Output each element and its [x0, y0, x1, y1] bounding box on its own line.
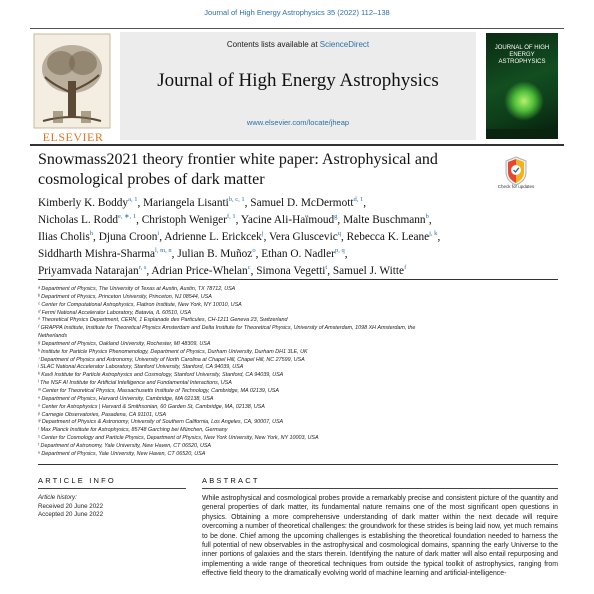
crossmark-label: Check for updates	[497, 184, 535, 189]
author-affiliation-marker[interactable]: o	[252, 247, 256, 255]
affiliation-item: ᶜ Center for Computational Astrophysics, Flatiron Institute, New York, NY 10010, USA	[38, 301, 242, 308]
article-info-rule	[38, 488, 186, 489]
journal-homepage-line	[120, 118, 476, 127]
author-affiliation-marker[interactable]: f, 1	[226, 213, 236, 221]
affiliation-item: ʲ SLAC National Accelerator Laboratory, Stanford University, Stanford, CA 94039, USA	[38, 364, 244, 371]
author-line: Ilias Cholis$^h$, Djuna Croon$^i$, Adrienne L. Erickcek$^j$, Vera Gluscevic$^q$, Rebecca K. Leane$^{j, k}$,	[38, 230, 441, 243]
author-name[interactable]: Rebecca K. Leane	[346, 230, 430, 243]
author-name[interactable]: Siddharth Mishra-Sharma	[38, 247, 156, 260]
author-affiliation-marker[interactable]: b	[425, 213, 429, 221]
author-name[interactable]: Simona Vegetti	[256, 265, 326, 278]
author-affiliation-marker[interactable]: i	[157, 230, 160, 238]
author-name[interactable]: Adrienne L. Erickcek	[164, 230, 262, 243]
affiliation-list	[38, 286, 560, 459]
affiliation-item: ᵠ Department of Physics & Astronomy, University of Southern California, Los Angeles, CA, 90007, USA	[38, 419, 284, 426]
cover-galaxy-image	[504, 81, 544, 121]
affiliation-item: ⁱ Department of Physics and Astronomy, University of North Carolina at Chapel Hill, Chapel Hill, NC 27599, USA	[38, 356, 305, 363]
author-name[interactable]: Christoph Weniger	[141, 213, 227, 226]
author-affiliation-marker[interactable]: p, q	[334, 247, 345, 255]
author-affiliation-marker[interactable]: f	[404, 264, 407, 272]
author-affiliation-marker[interactable]: e, ∗, 1	[118, 213, 137, 221]
paper-title	[38, 150, 478, 190]
journal-masthead	[120, 32, 476, 140]
abstract-rule	[202, 488, 558, 489]
header-top-rule	[30, 28, 564, 29]
affiliation-item: ᵉ Theoretical Physics Department, CERN, 1 Esplanade des Particules, CH-1211 Geneva 23, Switzerland	[38, 317, 288, 324]
affiliation-item: ʳ Max Planck Institute for Astrophysics, 85748 Garching bei München, Germany	[38, 427, 228, 434]
affiliation-item: ᵇ Department of Physics, Princeton University, Princeton, NJ 08544, USA	[38, 293, 212, 300]
affiliation-item: ˡ The NSF AI Institute for Artificial Intelligence and Fundamental Interactions, USA	[38, 380, 232, 387]
author-affiliation-marker[interactable]: l, m, n	[155, 247, 172, 255]
contents-line	[120, 40, 476, 49]
abstract-heading: ABSTRACT	[202, 476, 260, 485]
paper-title-line: Snowmass2021 theory frontier white paper: Astrophysical and	[38, 151, 438, 168]
journal-homepage-link[interactable]: www.elsevier.com/locate/jheap	[246, 118, 350, 127]
affiliations-bottom-rule	[38, 464, 558, 465]
author-name[interactable]: Julian B. Muñoz	[177, 247, 253, 260]
received-date: Received 20 June 2022	[38, 502, 104, 510]
journal-cover-thumbnail[interactable]	[486, 33, 558, 139]
author-name[interactable]: Samuel J. Witte	[332, 265, 405, 278]
author-name[interactable]: Adrian Price-Whelan	[151, 265, 248, 278]
abstract-text: While astrophysical and cosmological probes provide a remarkably precise and consistent picture of the quantity and general properties of dark matter, its fundamental nature remains one of the most significant open questions in physics. Obtaining a more comprehensive understanding of dark matter within the next decade will require overcoming a number of theoretical challenges: the groundwork for these strides is being laid now, yet much remains to be done. Chief among the upcoming challenges is establishing the theoretical foundation needed to harness the full potential of new observables in the astrophysical and cosmological domains, spanning the early Universe to the inner portions of galaxies and the stars therein. Identifying the nature of dark matter will also entail repurposing and implementing a wide range of theoretical techniques from outside the typical toolkit of astrophysics, ranging from effective field theory to the dramatically evolving world of machine learning and artificial-intelligence-	[202, 495, 558, 578]
contents-prefix: Contents lists available at	[226, 40, 320, 49]
affiliation-item: ʰ Institute for Particle Physics Phenomenology, Department of Physics, Durham University, Durham DH1 3LE, UK	[38, 348, 308, 355]
author-name[interactable]: Ethan O. Nadler	[261, 247, 335, 260]
affiliation-item: ᵃ Department of Physics, The University of Texas at Austin, Austin, TX 78712, USA	[38, 286, 236, 292]
author-name[interactable]: Vera Gluscevic	[269, 230, 338, 243]
author-line: Siddharth Mishra-Sharma$^{l, m, n}$, Julian B. Muñoz$^o$, Ethan O. Nadler$^{p, q}$,	[38, 247, 348, 260]
author-name[interactable]: Yacine Ali-Haïmoud	[240, 213, 335, 226]
author-name[interactable]: Nicholas L. Rodd	[38, 213, 119, 226]
author-line: Nicholas L. Rodd$^{e, ∗, 1}$, Christoph Weniger$^{f, 1}$, Yacine Ali-Haïmoud$^g$, Malte Buschmann$^b$,	[38, 213, 432, 226]
journal-reference[interactable]: Journal of High Energy Astrophysics 35 (2022) 112–138	[204, 8, 390, 17]
author-line: Priyamvada Natarajan$^{r, s}$, Adrian Price-Whelan$^c$, Simona Vegetti$^t$, Samuel J. Witte$^f$	[38, 264, 407, 278]
affiliations-top-rule	[38, 279, 558, 280]
affiliation-item: ᵍ Department of Physics, Oakland University, Rochester, MI 48309, USA	[38, 340, 211, 347]
article-history-label: Article history:	[38, 494, 77, 501]
author-affiliation-marker[interactable]: d, 1	[353, 196, 364, 203]
author-affiliation-marker[interactable]: q	[337, 230, 341, 238]
elsevier-tree-logo-icon	[33, 33, 111, 141]
article-info-heading: ARTICLE INFO	[38, 476, 116, 485]
author-name[interactable]: Kimberly K. Boddy	[38, 196, 129, 209]
author-affiliation-marker[interactable]: c	[247, 264, 251, 272]
crossmark-check-updates-icon[interactable]	[504, 156, 528, 186]
author-name[interactable]: Samuel D. McDermott	[250, 196, 354, 209]
affiliation-item: ᵒ Center for Astrophysics | Harvard & Smithsonian, 60 Garden St, Cambridge, MA, 02138, USA	[38, 403, 265, 410]
affiliation-item: ᵐ Center for Theoretical Physics, Massachusetts Institute of Technology, Cambridge, MA 02139, USA	[38, 387, 279, 394]
author-affiliation-marker[interactable]: t	[325, 264, 328, 272]
affiliation-item: ᵗ Department of Astronomy, Yale University, New Haven, CT 06520, USA	[38, 442, 212, 449]
author-affiliation-marker[interactable]: b, c, 1	[228, 196, 245, 203]
affiliation-item: ⁿ Department of Physics, Harvard University, Cambridge, MA 02138, USA	[38, 395, 214, 402]
affiliation-item: ˢ Center for Cosmology and Particle Physics, Department of Physics, New York University, New York, NY 10003, USA	[38, 435, 319, 442]
author-affiliation-marker[interactable]: r, s	[138, 264, 147, 272]
journal-title: Journal of High Energy Astrophysics	[157, 70, 439, 91]
article-history	[38, 494, 103, 520]
author-line: Kimberly K. Boddy$^{a, 1}$, Mariangela Lisanti$^{b, c, 1}$, Samuel D. McDermott$^{d, 1}$,	[38, 196, 367, 209]
author-name[interactable]: Djuna Croon	[98, 230, 158, 243]
author-name[interactable]: Ilias Cholis	[38, 230, 90, 243]
affiliation-item: ᵏ Kavli Institute for Particle Astrophysics and Cosmology, Stanford University, Stanford, CA 94039, USA	[38, 372, 284, 379]
affiliation-item: ᶠ GRAPPA Institute, Institute for Theoretical Physics Amsterdam and Delta Institute for Theoretical Physics, University of Amsterdam, 1098 XH Amsterdam, the	[38, 325, 416, 332]
publisher-name: ELSEVIER	[42, 130, 104, 144]
author-name[interactable]: Mariangela Lisanti	[143, 196, 229, 209]
author-affiliation-marker[interactable]: h	[89, 230, 94, 238]
sciencedirect-link[interactable]: ScienceDirect	[319, 40, 370, 49]
paper-title-line: cosmological probes of dark matter	[38, 171, 265, 188]
author-affiliation-marker[interactable]: a, 1	[128, 196, 138, 203]
affiliation-item: Netherlands	[38, 333, 68, 340]
author-name[interactable]: Priyamvada Natarajan	[38, 265, 139, 278]
cover-title: JOURNAL OF HIGH ENERGY ASTROPHYSICS	[494, 45, 550, 65]
affiliation-item: ᵖ Carnegie Observatories, Pasadena, CA 91101, USA	[38, 411, 167, 418]
cover-bottom-band	[486, 129, 558, 139]
masthead-bottom-rule	[30, 144, 564, 146]
author-affiliation-marker[interactable]: j, k	[429, 230, 438, 238]
author-list	[38, 193, 558, 278]
author-name[interactable]: Malte Buschmann	[343, 213, 426, 226]
accepted-date: Accepted 20 June 2022	[38, 511, 104, 518]
author-affiliation-marker[interactable]: j	[261, 230, 264, 238]
author-affiliation-marker[interactable]: g	[334, 213, 338, 221]
affiliation-item: ᵘ Department of Physics, Yale University, New Haven, CT 06520, USA	[38, 450, 206, 457]
affiliation-item: ᵈ Fermi National Accelerator Laboratory, Batavia, IL 60510, USA	[38, 309, 192, 316]
